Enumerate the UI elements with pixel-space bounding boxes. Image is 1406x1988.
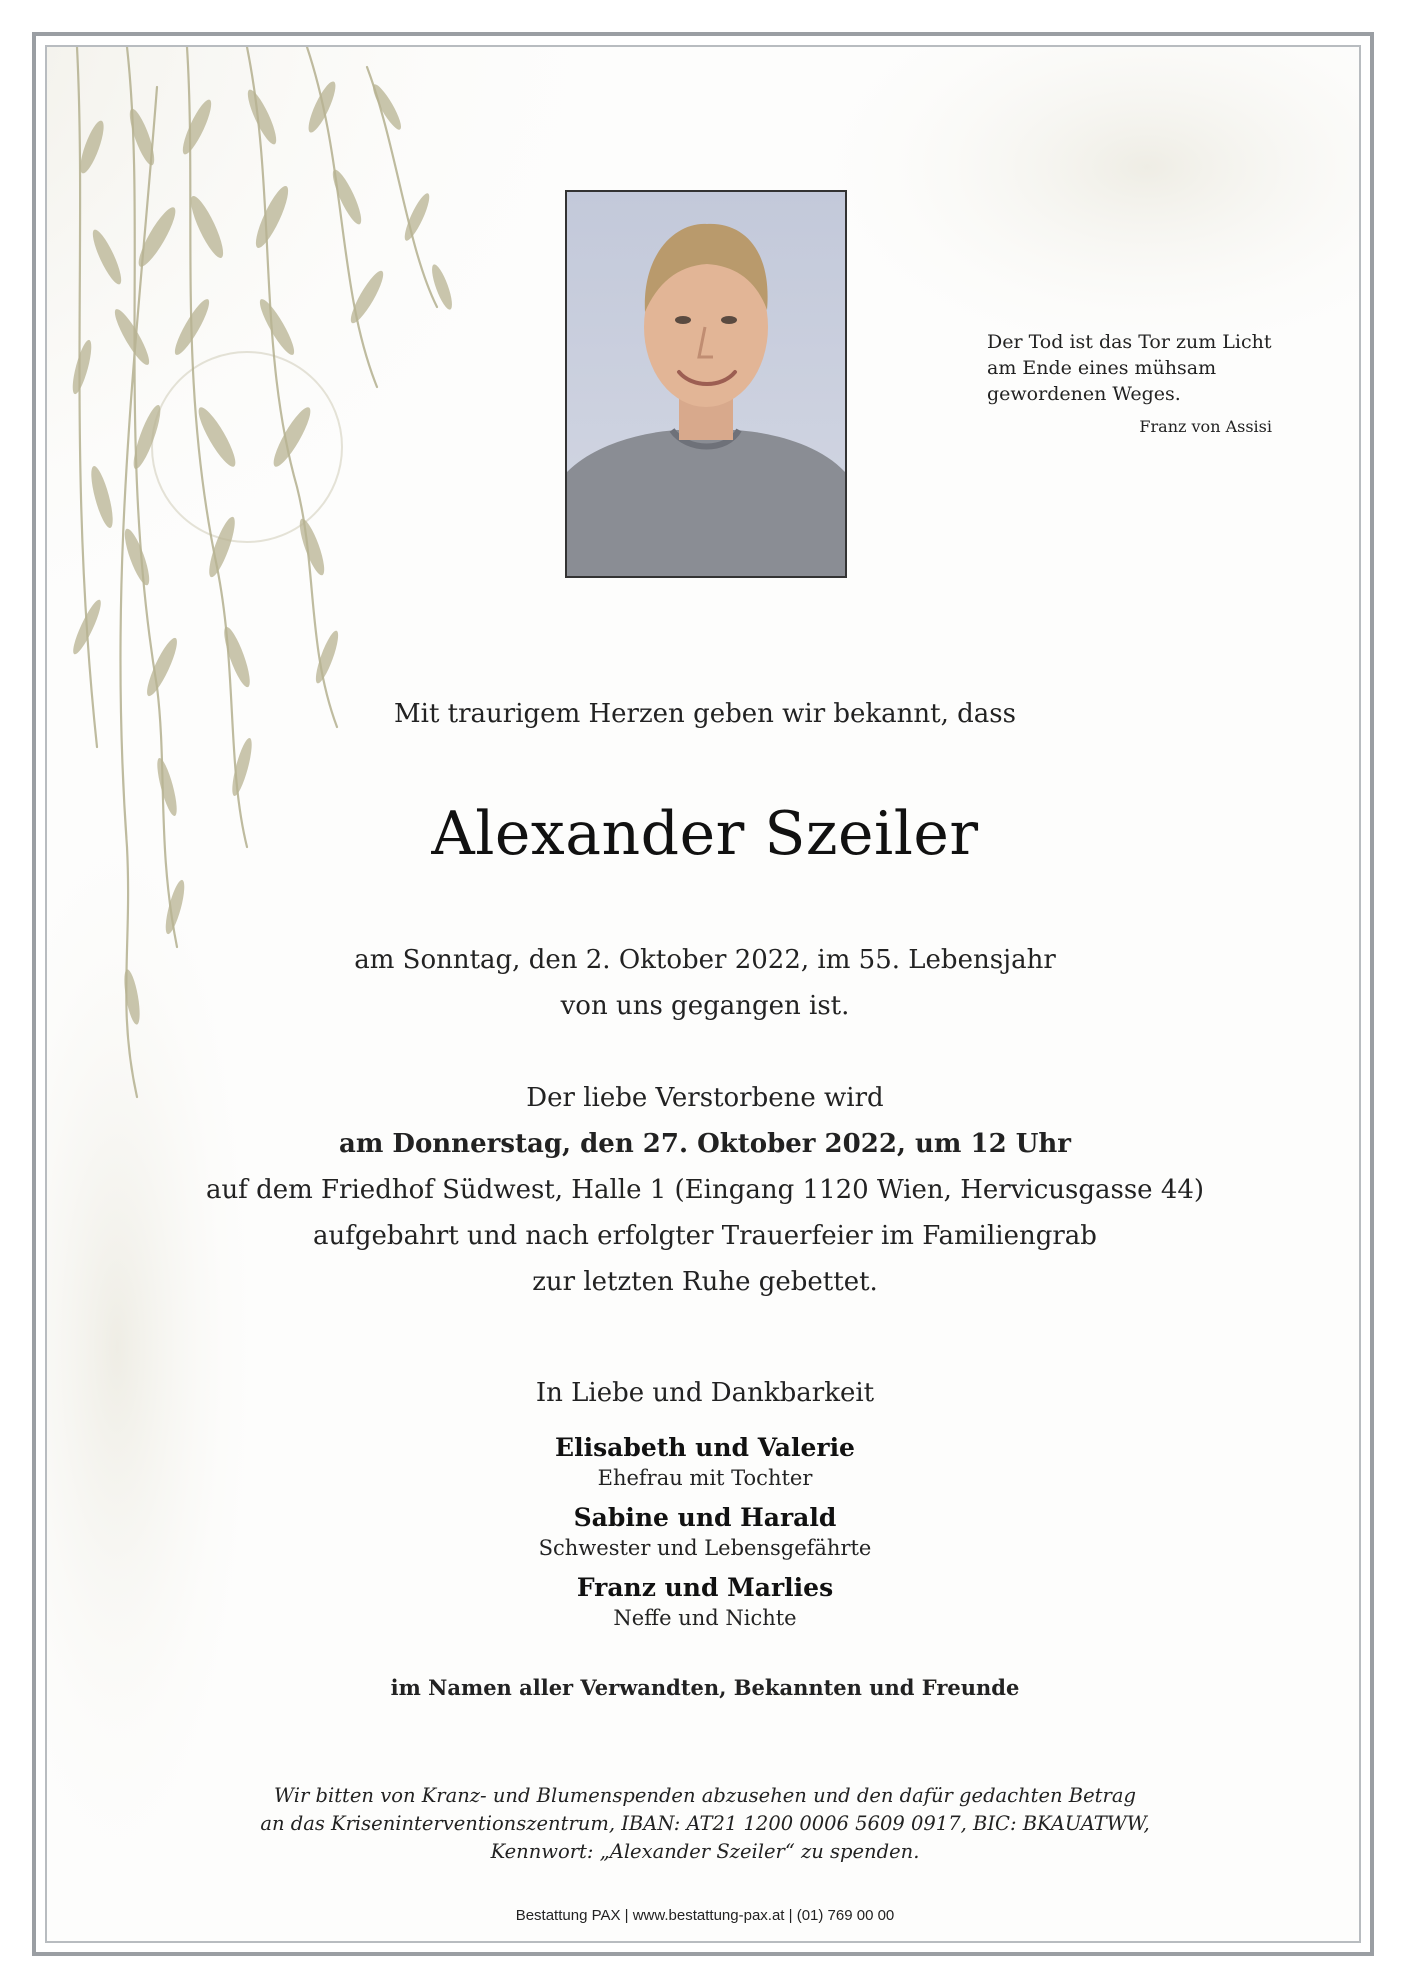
mourner-relation: Ehefrau mit Tochter (597, 1466, 813, 1490)
intro-text: Mit traurigem Herzen geben wir bekannt, dass (394, 699, 1016, 729)
funeral-line-5: zur letzten Ruhe gebettet. (532, 1267, 878, 1297)
mourner-relation: Schwester und Lebensgefährte (538, 1536, 872, 1560)
donation-line-3: Kennwort: „Alexander Szeiler“ zu spenden. (490, 1840, 920, 1863)
death-line-2: von uns gegangen ist. (560, 991, 850, 1021)
mourner-2 (47, 1503, 1361, 1560)
donation-notice (47, 1782, 1361, 1866)
funeral-notice (47, 1075, 1361, 1305)
mourner-name: Franz und Marlies (576, 1573, 834, 1602)
quote-author: Franz von Assisi (1139, 417, 1272, 436)
funeral-line-1: Der liebe Verstorbene wird (526, 1083, 884, 1113)
funeral-location: auf dem Friedhof Südwest, Halle 1 (Eingang 1120 Wien, Hervicusgasse 44) (205, 1175, 1205, 1205)
funeral-line-4: aufgebahrt und nach erfolgter Trauerfeier im Familiengrab (313, 1221, 1097, 1251)
funeral-date: am Donnerstag, den 27. Oktober 2022, um 12 Uhr (338, 1129, 1071, 1159)
quote-block (987, 329, 1307, 407)
mourner-1 (47, 1433, 1361, 1490)
mourner-name: Elisabeth und Valerie (555, 1433, 855, 1462)
portrait-drawing (567, 192, 845, 576)
quote-line: Der Tod ist das Tor zum Licht (987, 331, 1272, 353)
page-frame (45, 45, 1361, 1943)
mourner-relation: Neffe und Nichte (613, 1606, 797, 1630)
footer-contact: Bestattung PAX | www.bestattung-pax.at | (01) 769 00 00 (515, 1907, 895, 1924)
donation-line-2: an das Kriseninterventionszentrum, IBAN: AT21 1200 0006 5609 0917, BIC: BKAUATWW, (260, 1812, 1150, 1835)
quote-line: am Ende eines mühsam (987, 357, 1217, 379)
portrait-photo (565, 190, 847, 578)
death-line-1: am Sonntag, den 2. Oktober 2022, im 55. Lebensjahr (354, 945, 1056, 975)
closing-text: In Liebe und Dankbarkeit (535, 1378, 875, 1408)
on-behalf-text: im Namen aller Verwandten, Bekannten und Freunde (390, 1675, 1020, 1700)
deceased-name: Alexander Szeiler (431, 799, 979, 869)
mourner-name: Sabine und Harald (573, 1503, 837, 1532)
death-notice (47, 937, 1361, 1029)
mourner-3 (47, 1573, 1361, 1630)
donation-line-1: Wir bitten von Kranz- und Blumenspenden abzusehen und den dafür gedachten Betrag (274, 1784, 1136, 1807)
quote-line: gewordenen Weges. (987, 383, 1181, 405)
